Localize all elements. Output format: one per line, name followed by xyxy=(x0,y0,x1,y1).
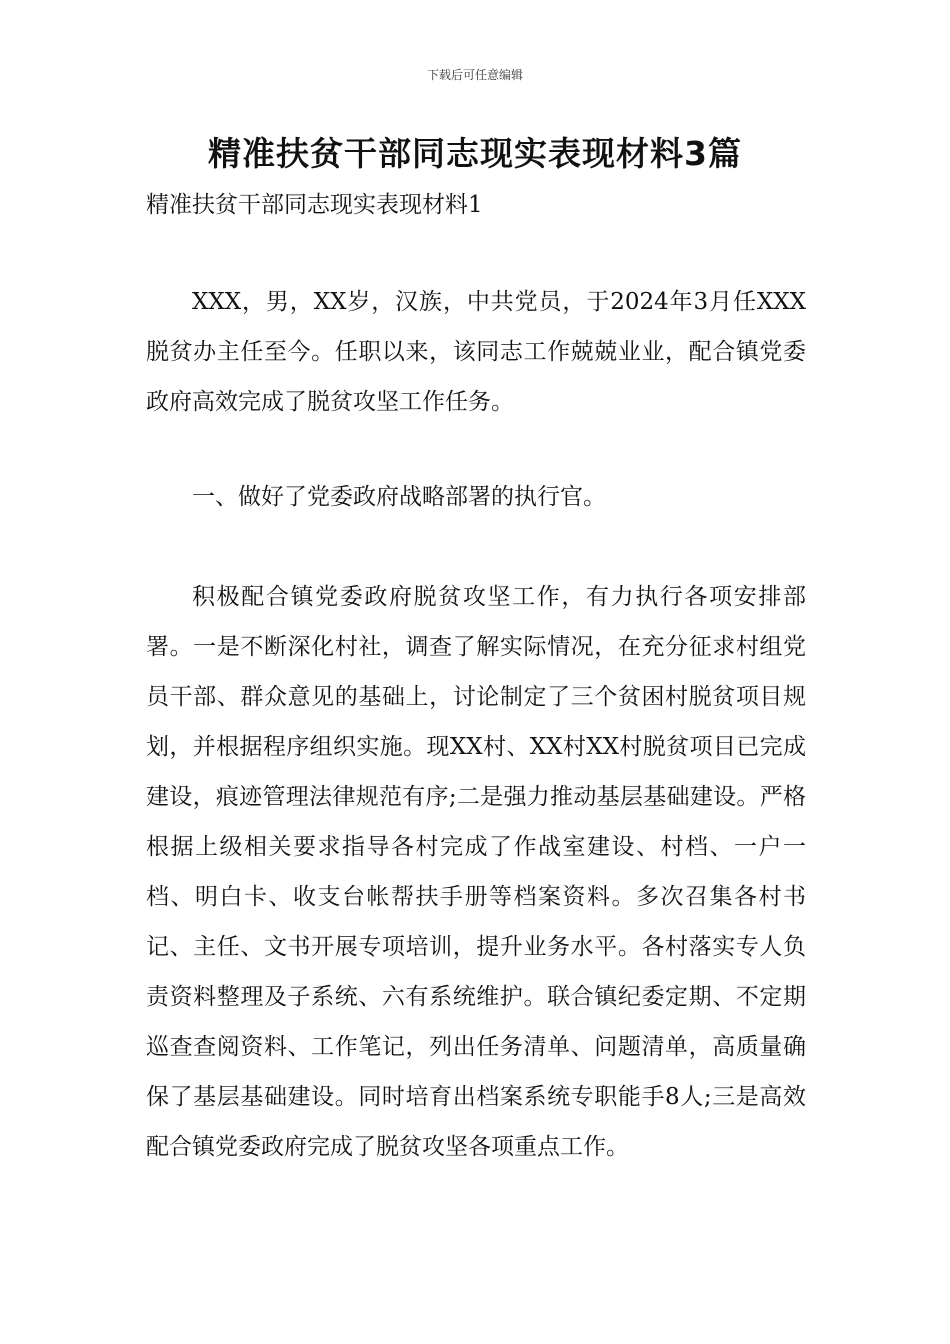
page-header-note: 下载后可任意编辑 xyxy=(426,68,523,82)
intro-paragraph: XXX，男，XX岁，汉族，中共党员，于2024年3月任XXX脱贫办主任至今。任职以来，该同志工作兢兢业业，配合镇党委政府高效完成了脱贫攻坚工作任务。 xyxy=(146,289,806,415)
section-subtitle: 精准扶贫干部同志现实表现材料1 xyxy=(146,192,483,218)
document-title: 精准扶贫干部同志现实表现材料3篇 xyxy=(208,134,742,173)
section-heading-1: 一、做好了党委政府战略部署的执行官。 xyxy=(192,484,606,510)
body-paragraph: 积极配合镇党委政府脱贫攻坚工作，有力执行各项安排部署。一是不断深化村社，调查了解实际情况，在充分征求村组党员干部、群众意见的基础上，讨论制定了三个贫困村脱贫项目规划，并根据程序组织实施。现XX村、XX村XX村脱贫项目已完成建设，痕迹管理法律规范有序;二是强力推动基层基础建设。严格根据上级相关要求指导各村完成了作战室建设、村档、一户一档、明白卡、收支台帐帮扶手册等档案资料。多次召集各村书记、主任、文书开展专项培训，提升业务水平。各村落实专人负责资料整理及子系统、六有系统维护。联合镇纪委定期、不定期巡查查阅资料、工作笔记，列出任务清单、问题清单，高质量确保了基层基础建设。同时培育出档案系统专职能手8人;三是高效配合镇党委政府完成了脱贫攻坚各项重点工作。 xyxy=(146,584,806,1160)
